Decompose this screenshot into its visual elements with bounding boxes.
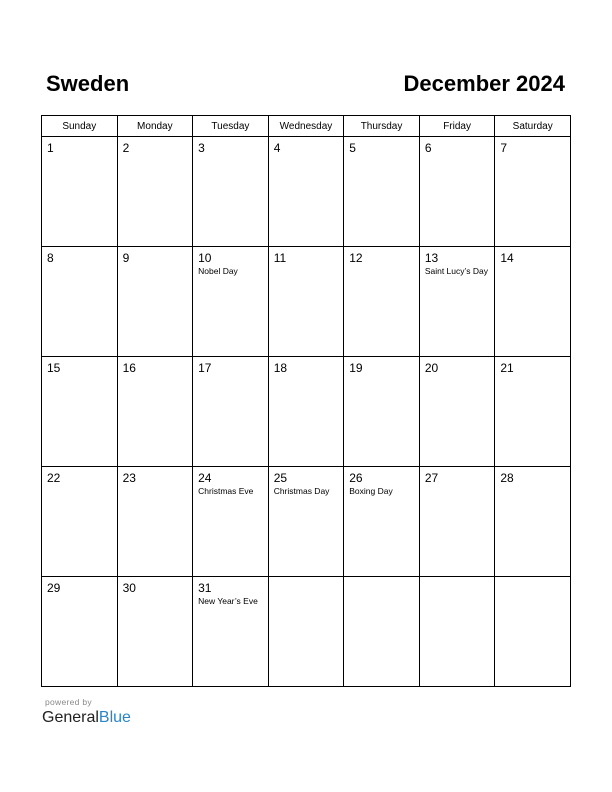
day-cell[interactable] bbox=[42, 577, 118, 687]
generalblue-logo[interactable] bbox=[42, 709, 131, 727]
day-cell[interactable] bbox=[193, 247, 269, 357]
day-cell[interactable] bbox=[495, 357, 571, 467]
day-number: 31 bbox=[198, 581, 212, 595]
week-row bbox=[42, 137, 571, 247]
weekday-header-row bbox=[42, 116, 571, 137]
weekday-tuesday: Tuesday bbox=[193, 116, 269, 137]
day-cell[interactable] bbox=[117, 467, 193, 577]
calendar-grid bbox=[41, 115, 571, 687]
day-number: 23 bbox=[122, 471, 136, 485]
day-number: 14 bbox=[500, 251, 514, 265]
holiday-label: Saint Lucy’s Day bbox=[424, 266, 488, 276]
day-cell[interactable] bbox=[42, 247, 118, 357]
day-number: 25 bbox=[273, 471, 288, 485]
day-number: 30 bbox=[122, 581, 136, 595]
day-number: 12 bbox=[349, 251, 363, 265]
day-cell[interactable] bbox=[42, 467, 118, 577]
day-number: 19 bbox=[349, 361, 363, 375]
weekday-wednesday: Wednesday bbox=[268, 116, 344, 137]
day-cell[interactable] bbox=[42, 357, 118, 467]
day-number: 15 bbox=[47, 361, 61, 375]
day-cell[interactable] bbox=[419, 467, 495, 577]
day-cell[interactable] bbox=[419, 247, 495, 357]
day-cell[interactable] bbox=[193, 577, 269, 687]
day-cell[interactable] bbox=[42, 137, 118, 247]
day-number: 20 bbox=[424, 361, 439, 375]
country-title: Sweden bbox=[46, 71, 130, 96]
day-number: 7 bbox=[500, 141, 508, 155]
weekday-friday: Friday bbox=[419, 116, 495, 137]
day-cell[interactable] bbox=[193, 357, 269, 467]
day-number: 6 bbox=[424, 141, 432, 155]
day-cell[interactable] bbox=[117, 577, 193, 687]
day-number: 1 bbox=[47, 141, 54, 155]
week-row bbox=[42, 467, 571, 577]
day-cell bbox=[495, 577, 571, 687]
day-number: 10 bbox=[198, 251, 212, 265]
logo-general: General bbox=[42, 709, 99, 726]
day-cell[interactable] bbox=[193, 467, 269, 577]
day-number: 4 bbox=[273, 141, 281, 155]
day-number: 11 bbox=[273, 251, 287, 265]
day-number: 2 bbox=[122, 141, 130, 155]
day-number bbox=[495, 577, 570, 581]
day-cell[interactable] bbox=[344, 357, 420, 467]
day-cell[interactable] bbox=[344, 467, 420, 577]
day-number: 8 bbox=[47, 251, 54, 265]
day-cell[interactable] bbox=[117, 137, 193, 247]
day-number: 18 bbox=[273, 361, 288, 375]
day-cell[interactable] bbox=[117, 357, 193, 467]
day-cell[interactable] bbox=[344, 137, 420, 247]
month-title: December 2024 bbox=[403, 71, 565, 96]
logo-blue: Blue bbox=[98, 709, 131, 726]
generalblue-branding bbox=[42, 696, 131, 727]
day-cell[interactable] bbox=[117, 247, 193, 357]
day-number: 24 bbox=[198, 471, 212, 485]
day-cell[interactable] bbox=[495, 247, 571, 357]
day-cell[interactable] bbox=[268, 467, 344, 577]
holiday-label: Boxing Day bbox=[349, 486, 393, 496]
day-number: 29 bbox=[47, 581, 61, 595]
day-number: 5 bbox=[349, 141, 356, 155]
holiday-label: New Year’s Eve bbox=[198, 596, 258, 606]
day-number: 3 bbox=[198, 141, 205, 155]
day-number: 21 bbox=[500, 361, 514, 375]
week-row bbox=[42, 357, 571, 467]
powered-by-text: powered by bbox=[45, 697, 92, 707]
day-number bbox=[344, 577, 419, 581]
day-cell[interactable] bbox=[268, 247, 344, 357]
day-number bbox=[269, 577, 344, 581]
day-cell[interactable] bbox=[268, 357, 344, 467]
day-cell[interactable] bbox=[419, 137, 495, 247]
day-number: 28 bbox=[500, 471, 514, 485]
day-number: 27 bbox=[424, 471, 439, 485]
holiday-label: Christmas Eve bbox=[198, 486, 254, 496]
day-number: 13 bbox=[424, 251, 439, 265]
weekday-thursday: Thursday bbox=[344, 116, 420, 137]
weekday-monday: Monday bbox=[117, 116, 193, 137]
weekday-saturday: Saturday bbox=[495, 116, 571, 137]
holiday-label: Christmas Day bbox=[273, 486, 330, 496]
holiday-label: Nobel Day bbox=[198, 266, 238, 276]
day-cell[interactable] bbox=[268, 137, 344, 247]
day-cell[interactable] bbox=[495, 137, 571, 247]
weekday-sunday: Sunday bbox=[42, 116, 118, 137]
day-number: 26 bbox=[349, 471, 363, 485]
week-row bbox=[42, 247, 571, 357]
day-cell[interactable] bbox=[495, 467, 571, 577]
day-cell[interactable] bbox=[419, 357, 495, 467]
day-number: 16 bbox=[122, 361, 136, 375]
day-number: 17 bbox=[198, 361, 212, 375]
day-cell bbox=[268, 577, 344, 687]
day-cell[interactable] bbox=[193, 137, 269, 247]
week-row bbox=[42, 577, 571, 687]
day-number bbox=[420, 577, 495, 581]
day-number: 9 bbox=[122, 251, 130, 265]
day-number: 22 bbox=[47, 471, 61, 485]
day-cell[interactable] bbox=[344, 247, 420, 357]
day-cell bbox=[344, 577, 420, 687]
day-cell bbox=[419, 577, 495, 687]
